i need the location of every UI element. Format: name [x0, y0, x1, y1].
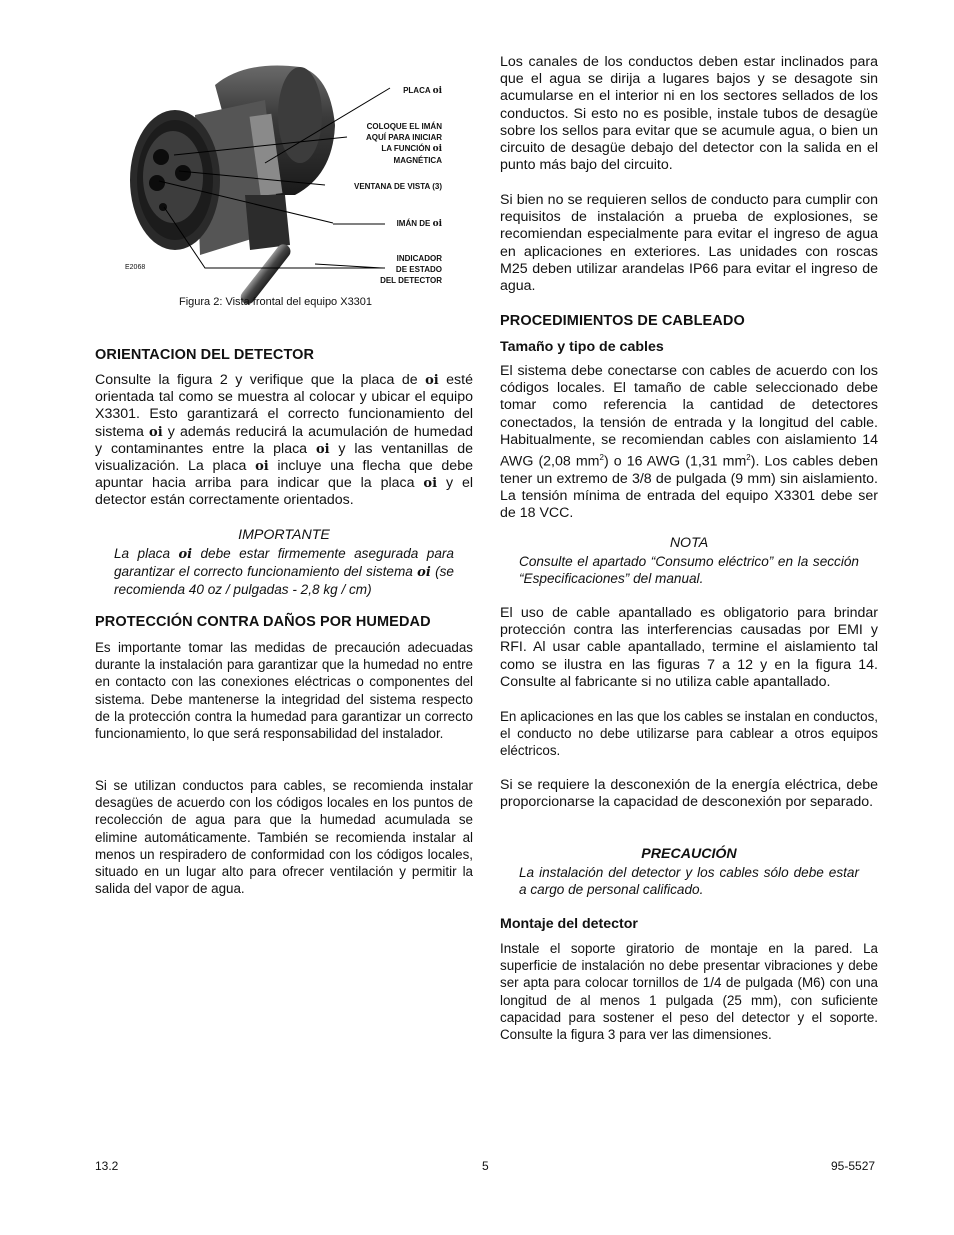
oi-symbol: oi: [432, 219, 442, 229]
figure-code: E2068: [125, 264, 146, 271]
paragraph-orientacion: Consulte la figura 2 y verifique que la placa de oi esté orientada tal como se muestra al colocar y ubicar el equipo X3301. Esto garantizará el correcto funcionamiento del sistema oi y además reducirá la acumulación de humedad y contaminantes entre la placa oi y las ventanillas de visualización. La placa oi incluye una flecha que debe apuntar hacia arriba para indicar que la placa oi y el detector están correctamente orientados.: [95, 372, 474, 509]
heading-proteccion: PROTECCIÓN CONTRA DAÑOS POR HUMEDAD: [95, 614, 431, 630]
note-precaucion: [519, 846, 859, 898]
callout-indicador: INDICADOR DE ESTADO DEL DETECTOR: [380, 254, 442, 285]
oi-symbol: oi: [315, 441, 330, 457]
subheading-tamano: Tamaño y tipo de cables: [500, 339, 664, 355]
paragraph-desconexion: Si se requiere la desconexión de la energía eléctrica, debe proporcionarse la capacidad de desconexión por separado.: [500, 777, 878, 811]
callout-ventana: VENTANA DE VISTA (3): [353, 182, 442, 191]
oi-symbol: oi: [432, 144, 442, 154]
note-importante: [114, 527, 454, 599]
importante-title: IMPORTANTE: [238, 527, 330, 543]
paragraph-canales: Los canales de los conductos deben estar inclinados para que el agua se dirija a lugares bajos y se desagote sin acumularse en el interior ni en los sectores sellados de los conductos. Si esto no es posible, instale tubos de desagüe sobre los sellos para evitar que se acumule agua, o bien un circuito de desagüe debajo del detector con la salida en el punto más bajo del circuito.: [500, 54, 878, 174]
precaucion-body: La instalación del detector y los cables sólo debe estar a cargo de personal calificado.: [519, 865, 859, 898]
heading-orientacion: ORIENTACION DEL DETECTOR: [95, 347, 315, 363]
subheading-montaje: Montaje del detector: [500, 916, 638, 932]
importante-body: La placa oi debe estar firmemente asegurada para garantizar el correcto funcionamiento del sistema oi (se recomienda 40 oz / pulgadas - 2,8 kg / cm): [114, 546, 454, 598]
oi-symbol: oi: [425, 373, 439, 388]
oi-symbol: oi: [417, 565, 431, 581]
paragraph-sellos: Si bien no se requieren sellos de conducto para cumplir con requisitos de instalación a prueba de explosiones, se recomiendan especialmente para evitar el ingreso de agua en aplicaciones en exteriores. Las unidades con roscas M25 deben utilizar arandelas IP66 para evitar el ingreso de agua.: [500, 192, 878, 295]
footer-document-number: 95-5527: [831, 1159, 876, 1173]
nota-body: Consulte el apartado “Consumo eléctrico” en la sección “Especificaciones” del manual.: [519, 554, 859, 587]
callout-coloque-iman: COLOQUE EL IMÁN AQUÍ PARA INICIAR LA FUNCIÓN oi MAGNÉTICA: [366, 122, 442, 165]
note-nota: [519, 535, 859, 587]
footer-revision: 13.2: [95, 1159, 119, 1173]
oi-symbol: oi: [423, 476, 438, 492]
oi-symbol: oi: [255, 459, 269, 475]
oi-symbol: oi: [178, 547, 193, 562]
paragraph-montaje: Instale el soporte giratorio de montaje en la pared. La superficie de instalación no debe presentar vibraciones y debe ser apta para colocar tornillos de 1/4 de pulgada (M6) con una longitud de al menos 1 pulgada (25 mm), con suficiente capacidad para sostener el peso del detector y el soporte. Consulte la figura 3 para ver las dimensiones.: [500, 941, 878, 1043]
footer-page-number: 5: [482, 1159, 489, 1173]
figure-2: [95, 45, 473, 310]
paragraph-conductos: En aplicaciones en las que los cables se instalan en conductos, el conducto no debe utilizarse para cablear a otros equipos eléctricos.: [500, 709, 878, 759]
paragraph-proteccion-2: Si se utilizan conductos para cables, se recomienda instalar desagües de acuerdo con los códigos locales en los puntos de recolección de agua para que la humedad acumulada se elimine automáticamente. También se recomienda instalar al menos un respiradero de conformidad con los códigos locales, situado en un lugar alto para ofrecer ventilación y permitir la salida del vapor de agua.: [95, 778, 473, 897]
nota-title: NOTA: [669, 535, 709, 551]
paragraph-proteccion-1: Es importante tomar las medidas de precaución adecuadas durante la instalación para garantizar que la humedad no entre en contacto con las conexiones eléctricas o componentes del sistema. Debe mantenerse la integridad del sistema respecto de la protección contra la humedad para garantizar un correcto funcionamiento, lo que será responsabilidad del instalador.: [95, 640, 473, 742]
paragraph-cable: El sistema debe conectarse con cables de acuerdo con los códigos locales. El tamaño de cable seleccionado debe tomar como referencia la cantidad de detectores conectados, la tensión de entrada y la longitud del cable. Habitualmente, se recomiendan cables con aislamiento 14 AWG (2,08 $mm^2$) o 16 AWG (1,31 $mm^2$). Los cables deben tener un extremo de 3/8 de pulgada (9 mm) sin aislamiento. La tensión mínima de entrada del equipo X3301 debe ser de 18 VCC.: [500, 363, 878, 522]
callout-iman: IMÁN DE oi: [396, 219, 442, 229]
callout-placa: PLACA oi: [403, 86, 442, 96]
oi-symbol: oi: [432, 86, 442, 96]
paragraph-apantallado: El uso de cable apantallado es obligatorio para brindar protección contra las interferencias causadas por EMI y RFI. Al usar cable apantallado, termine el aislamiento tal como se ilustra en las figuras 7 a 12 y en la figura 14. Consulte al fabricante si no utiliza cable apantallado.: [500, 605, 878, 690]
heading-cableado: PROCEDIMIENTOS DE CABLEADO: [500, 313, 745, 329]
oi-symbol: oi: [149, 424, 163, 440]
figure-caption: Figura 2: Vista frontal del equipo X3301: [179, 296, 373, 308]
precaucion-title: PRECAUCIÓN: [641, 846, 737, 862]
